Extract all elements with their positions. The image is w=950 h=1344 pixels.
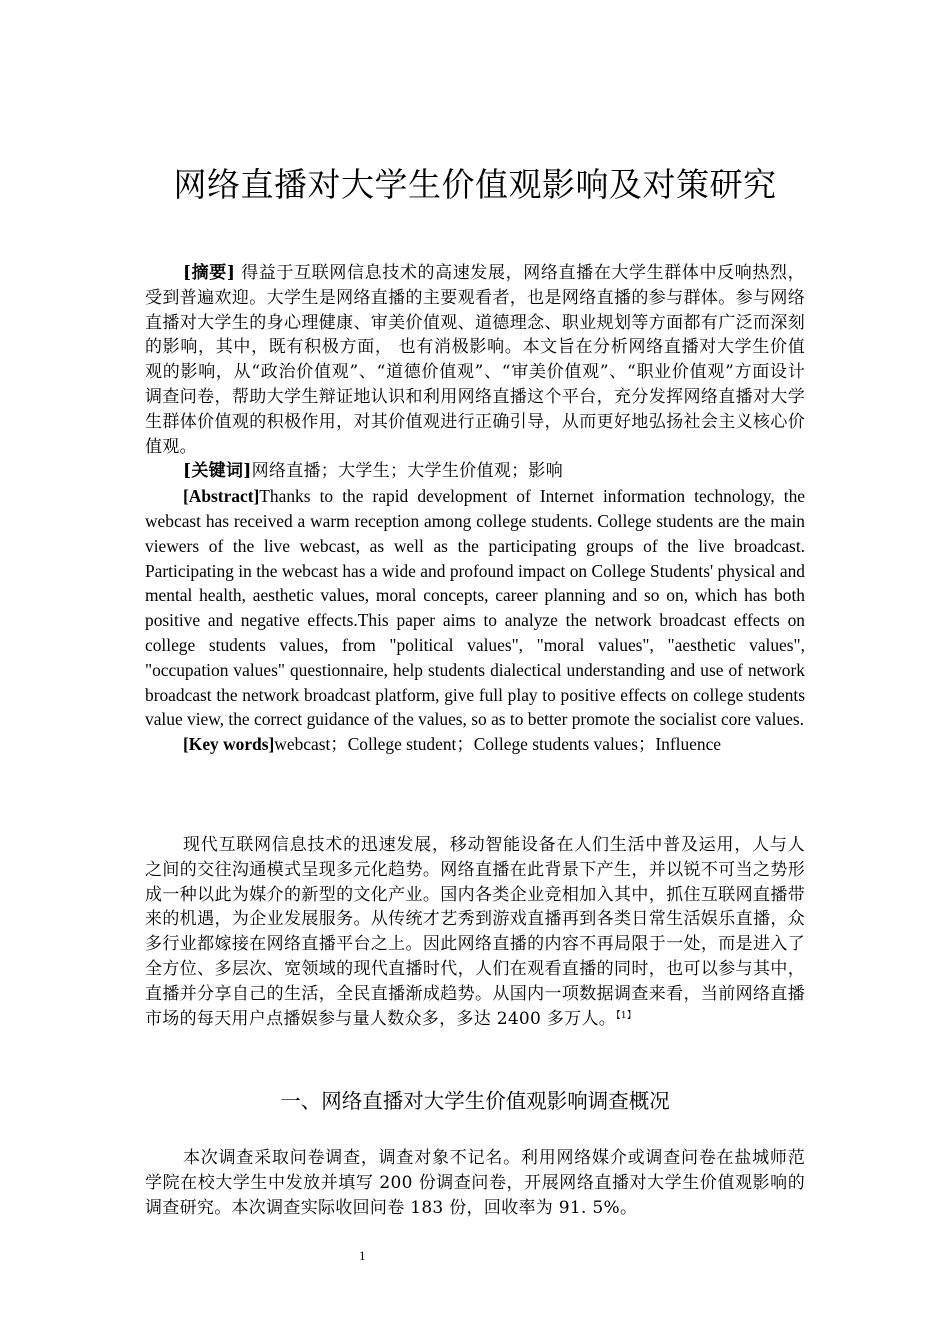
page-number: 1 [359, 1248, 366, 1263]
abstract-cn-label: [摘要] [183, 263, 236, 283]
keywords-cn [145, 459, 805, 484]
abstract-cn-text: 得益于互联网信息技术的高速发展，网络直播在大学生群体中反响热烈，受到普遍欢迎。大学生是网络直播的主要观看者，也是网络直播的参与群体。参与网络直播对大学生的身心理健康、审美价值观、道德理念、职业规划等方面都有广泛而深刻的影响，其中，既有积极方面， 也有消极影响。本文旨在分析网络直播对大学生价值观的影响，从“政治价值观”、“道德价值观”、“审美价值观”、“职业价值观”方面设计调查问卷，帮助大学生辩证地认识和利用网络直播这个平台，充分发挥网络直播对大学生群体价值观的积极作用，对其价值观进行正确引导，从而更好地弘扬社会主义核心价值观。 [145, 263, 805, 457]
abstract-cn [145, 261, 805, 459]
intro-block [145, 833, 805, 1031]
keywords-en-label: [Key words] [183, 734, 275, 755]
intro-paragraph [145, 833, 805, 1031]
abstract-block [145, 261, 805, 757]
document-page [145, 0, 805, 1344]
paper-title: 网络直播对大学生价值观影响及对策研究 [173, 165, 777, 204]
survey-paragraph: 本次调查采取问卷调查，调查对象不记名。利用网络媒介或调查问卷在盐城师范学院在校大学生中发放并填写 200 份调查问卷，开展网络直播对大学生价值观影响的调查研究。本次调查实际收回问卷 183 份，回收率为 91. 5%。 [145, 1148, 805, 1218]
keywords-cn-label: [关键词] [183, 461, 252, 482]
abstract-en-label: [Abstract] [183, 486, 260, 507]
keywords-en [145, 732, 805, 757]
keywords-en-text: webcast；College student；College students values；Influence [274, 734, 722, 755]
citation-marker: 【1】 [616, 1010, 637, 1021]
section-heading: 一、网络直播对大学生价值观影响调查概况 [280, 1089, 670, 1113]
abstract-en-text: Thanks to the rapid development of Internet information technology, the webcast has received a warm reception among college students. College students are the main viewers of the live webcast, as well as the participating groups of the live broadcast. Participating in the webcast has a wide and profound impact on College Students' physical and mental health, aesthetic values, moral concepts, career planning and so on, which has both positive and negative effects.This paper aims to analyze the network broadcast effects on college students values, from "political values", "moral values", "aesthetic values", "occupation values" questionnaire, help students dialectical understanding and use of network broadcast the network broadcast platform, give full play to positive effects on college students value view, the correct guidance of the values, so as to better promote the socialist core values. [145, 486, 805, 730]
keywords-cn-text: 网络直播；大学生；大学生价值观；影响 [251, 461, 563, 482]
abstract-en [145, 484, 805, 732]
survey-block [145, 1146, 805, 1220]
intro-text: 现代互联网信息技术的迅速发展，移动智能设备在人们生活中普及运用，人与人之间的交往沟通模式呈现多元化趋势。网络直播在此背景下产生，并以锐不可当之势形成一种以此为媒介的新型的文化产业。国内各类企业竞相加入其中，抓住互联网直播带来的机遇，为企业发展服务。从传统才艺秀到游戏直播再到各类日常生活娱乐直播，众多行业都嫁接在网络直播平台之上。因此网络直播的内容不再局限于一处，而是进入了全方位、多层次、宽领域的现代直播时代，人们在观看直播的同时，也可以参与其中，直播并分享自己的生活，全民直播渐成趋势。从国内一项数据调查来看，当前网络直播市场的每天用户点播娱参与量人数众多，多达 2400 多万人。 [145, 835, 805, 1029]
